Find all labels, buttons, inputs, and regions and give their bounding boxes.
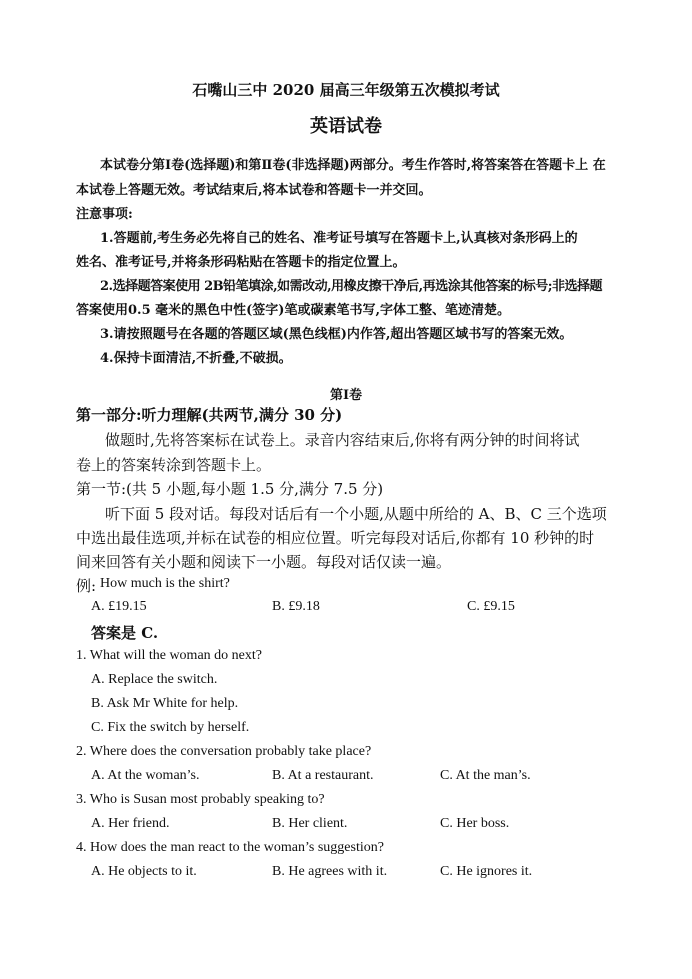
question-1-option-b: B. Ask Mr White for help. [91,696,239,711]
part1-instr-line-2: 卷上的答案转涂到答题卡上。 [76,456,272,474]
intro-line-2: 本试卷上答题无效。考试结束后,将本试卷和答题卡一并交回。 [76,183,432,198]
question-3-option-a: A. Her friend. [91,816,170,831]
example-option-c: C. £9.15 [467,599,515,614]
question-4-option-b: B. He agrees with it. [272,864,388,879]
question-2-option-a: A. At the woman’s. [91,768,200,783]
question-4-option-c: C. He ignores it. [440,864,533,879]
question-1-stem: 1. What will the woman do next? [76,648,262,663]
note-2-line-1: 2.选择题答案使用 2B铅笔填涂,如需改动,用橡皮擦干净后,再选涂其他答案的标号;非选择题 [100,279,603,294]
example-question: How much is the shirt? [100,576,230,591]
example-option-b: B. £9.18 [272,599,320,614]
intro-line-1: 本试卷分第Ⅰ卷(选择题)和第Ⅱ卷(非选择题)两部分。考生作答时,将答案答在答题卡上 在 [100,158,606,173]
question-1-option-c: C. Fix the switch by herself. [91,720,250,735]
note-1-line-1: 1.答题前,考生务必先将自己的姓名、准考证号填写在答题卡上,认真核对条形码上的 [100,231,578,246]
section1-heading: 第一节:(共 5 小题,每小题 1.5 分,满分 7.5 分) [76,480,384,498]
question-2-option-c: C. At the man’s. [440,768,531,783]
example-option-a: A. £19.15 [91,599,147,614]
question-4-stem: 4. How does the man react to the woman’s suggestion? [76,840,384,855]
question-3-stem: 3. Who is Susan most probably speaking to? [76,792,325,807]
question-3-option-c: C. Her boss. [440,816,510,831]
question-1-option-a: A. Replace the switch. [91,672,218,687]
section1-instr-line-3: 间来回答有关小题和阅读下一小题。每段对话仅读一遍。 [76,553,452,571]
volume-label: 第Ⅰ卷 [329,388,363,403]
note-2-line-2: 答案使用0.5 毫米的黑色中性(签字)笔或碳素笔书写,字体工整、笔迹清楚。 [76,303,510,318]
question-2-option-b: B. At a restaurant. [272,768,374,783]
note-1-line-2: 姓名、准考证号,并将条形码粘贴在答题卡的指定位置上。 [76,255,406,270]
section1-instr-line-1: 听下面 5 段对话。每段对话后有一个小题,从题中所给的 A、B、C 三个选项 [105,505,607,523]
part1-heading: 第一部分:听力理解(共两节,满分 30 分) [76,406,343,424]
exam-title: 石嘴山三中 2020 届高三年级第五次模拟考试 [192,81,500,99]
example-answer: 答案是 C. [91,624,159,642]
example-label: 例: [76,577,97,595]
question-4-option-a: A. He objects to it. [91,864,197,879]
part1-instr-line-1: 做题时,先将答案标在试卷上。录音内容结束后,你将有两分钟的时间将试 [105,431,580,449]
notes-heading: 注意事项: [76,207,133,222]
exam-subtitle: 英语试卷 [310,116,382,137]
question-3-option-b: B. Her client. [272,816,348,831]
note-4: 4.保持卡面清洁,不折叠,不破损。 [100,351,292,366]
note-3: 3.请按照题号在各题的答题区域(黑色线框)内作答,超出答题区域书写的答案无效。 [100,327,573,342]
section1-instr-line-2: 中选出最佳选项,并标在试卷的相应位置。听完每段对话后,你都有 10 秒钟的时 [76,529,595,547]
question-2-stem: 2. Where does the conversation probably take place? [76,744,372,759]
